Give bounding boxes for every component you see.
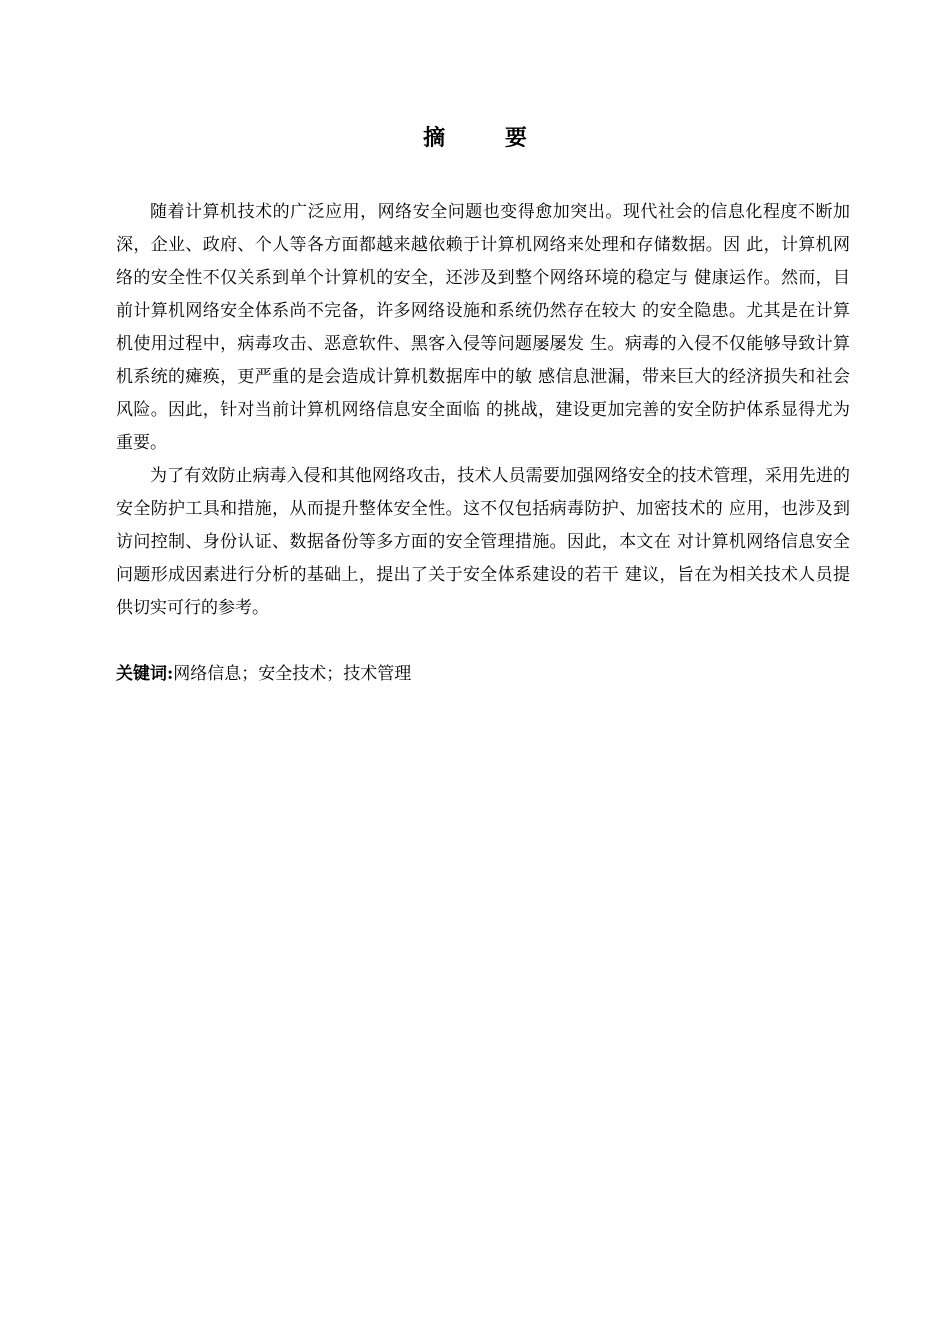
abstract-title: 摘 要 bbox=[423, 125, 553, 151]
keywords-value: 网络信息；安全技术；技术管理 bbox=[173, 664, 412, 684]
abstract-body bbox=[116, 196, 850, 625]
keywords-label: 关键词: bbox=[116, 664, 174, 684]
abstract-paragraph-1: 随着计算机技术的广泛应用，网络安全问题也变得愈加突出。现代社会的信息化程度不断加深，企业、政府、个人等各方面都越来越依赖于计算机网络来处理和存储数据。因 此，计算机网络的安全性不仅关系到单个计算机的安全，还涉及到整个网络环境的稳定与 健康运作。然而，目前计算机网络安全体系尚不完备，许多网络设施和系统仍然存在较大 的安全隐患。尤其是在计算机使用过程中，病毒攻击、恶意软件、黑客入侵等问题屡屡发 生。病毒的入侵不仅能够导致计算机系统的瘫痪，更严重的是会造成计算机数据库中的敏 感信息泄漏，带来巨大的经济损失和社会风险。因此，针对当前计算机网络信息安全面临 的挑战，建设更加完善的安全防护体系显得尤为重要。 bbox=[116, 202, 850, 453]
keywords-line bbox=[116, 658, 850, 691]
abstract-paragraph-2: 为了有效防止病毒入侵和其他网络攻击，技术人员需要加强网络安全的技术管理，采用先进的安全防护工具和措施，从而提升整体安全性。这不仅包括病毒防护、加密技术的 应用，也涉及到访问控制、身份认证、数据备份等多方面的安全管理措施。因此，本文在 对计算机网络信息安全问题形成因素进行分析的基础上，提出了关于安全体系建设的若干 建议，旨在为相关技术人员提供切实可行的参考。 bbox=[116, 466, 850, 618]
